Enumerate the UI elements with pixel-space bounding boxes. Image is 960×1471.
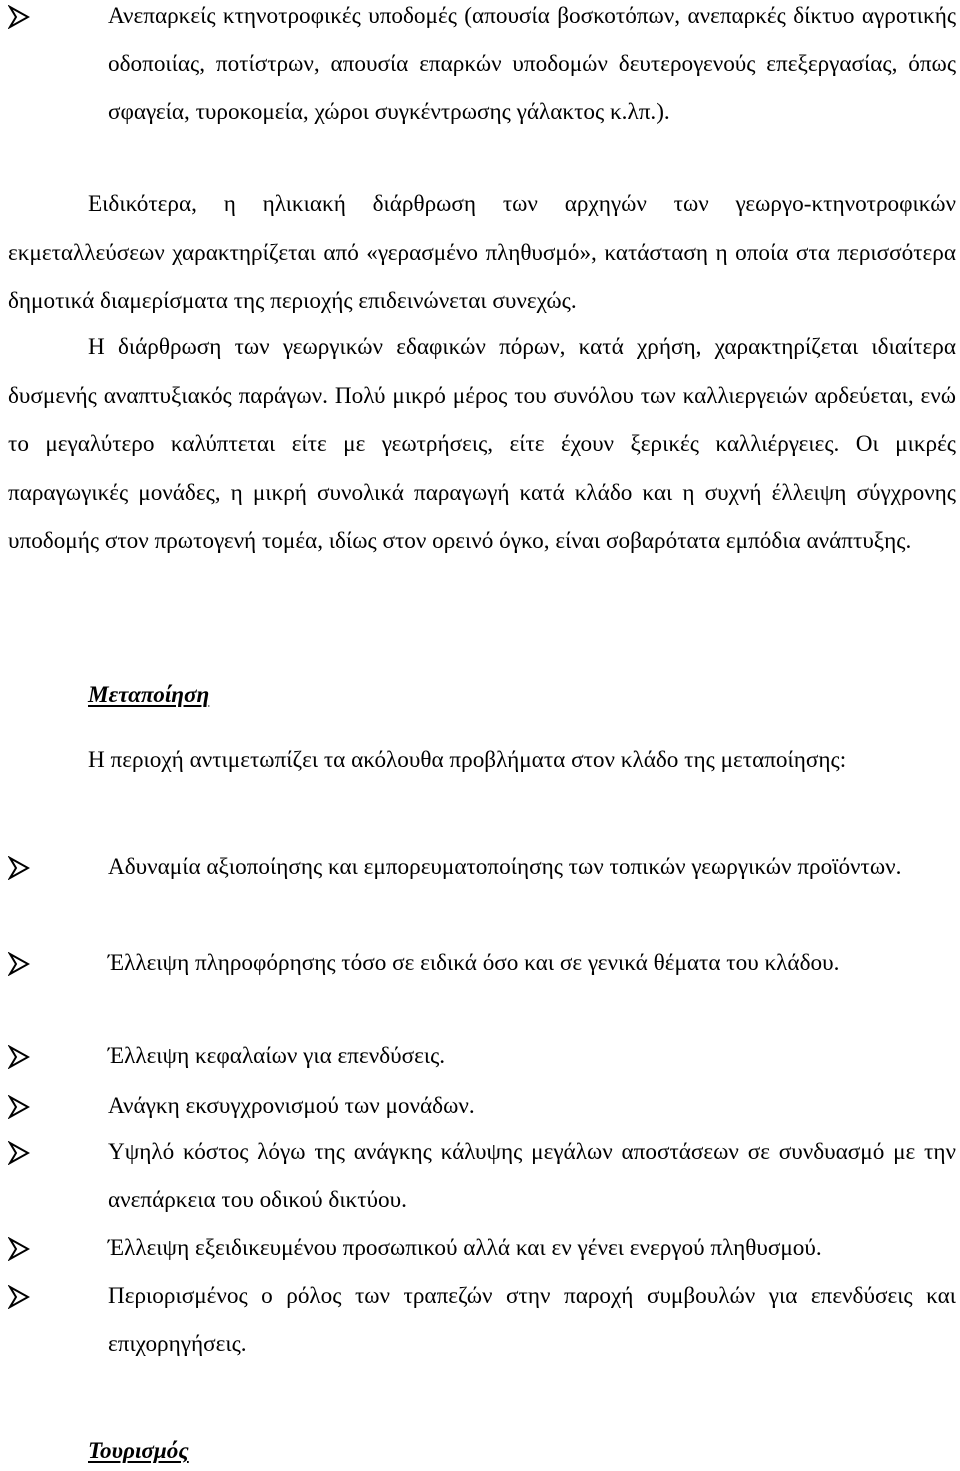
body-paragraph: Ειδικότερα, η ηλικιακή διάρθρωση των αρχηγών των γεωργο-κτηνοτροφικών εκμεταλλεύσεων χαρακτηρίζεται από «γερασμένο πληθυσμό», κατάσταση η οποία στα περισσότερα δημοτικά διαμερίσματα της περιοχής επιδεινώνεται συνεχώς. [8, 191, 956, 315]
list-item [8, 1128, 956, 1224]
section-heading: Μεταποίηση [88, 682, 210, 708]
list-item [8, 1272, 956, 1368]
arrowhead-bullet-icon [8, 1045, 30, 1069]
list-item-text: Περιορισμένος ο ρόλος των τραπεζών στην παροχή συμβουλών για επενδύσεις και επιχορηγήσεις. [108, 1283, 956, 1357]
body-paragraph: Η διάρθρωση των γεωργικών εδαφικών πόρων, κατά χρήση, χαρακτηρίζεται ιδιαίτερα δυσμενής αναπτυξιακός παράγων. Πολύ μικρό μέρος του συνόλου των καλλιεργειών αρδεύεται, ενώ το μεγαλύτερο καλύπτεται είτε με γεωτρήσεις, είτε έχουν ξερικές καλλιέργειες. Οι μικρές παραγωγικές μονάδες, η μικρή συνολικά παραγωγή κατά κλάδο και η συχνή έλλειψη σύγχρονης υποδομής στον πρωτογενή τομέα, ιδίως στον ορεινό όγκο, είναι σοβαρότατα εμπόδια ανάπτυξης. [8, 334, 956, 555]
arrowhead-bullet-icon [8, 1285, 30, 1309]
list-item-text: Ανεπαρκείς κτηνοτροφικές υποδομές (απουσία βοσκοτόπων, ανεπαρκές δίκτυο αγροτικής οδοποιίας, ποτίστρων, απουσία επαρκών υποδομών δευτερογενούς επεξεργασίας, όπως σφαγεία, τυροκομεία, χώροι συγκέντρωσης γάλακτος κ.λπ.). [108, 3, 956, 125]
list-item-text: Έλλειψη κεφαλαίων για επενδύσεις. [108, 1043, 446, 1069]
list-item-text: Αδυναμία αξιοποίησης και εμπορευματοποίησης των τοπικών γεωργικών προϊόντων. [108, 854, 902, 880]
list-item [8, 939, 956, 987]
arrowhead-bullet-icon [8, 1141, 30, 1165]
list-item [8, 843, 956, 891]
list-item-text: Ανάγκη εκσυγχρονισμού των μονάδων. [108, 1093, 475, 1119]
arrowhead-bullet-icon [8, 1237, 30, 1261]
section-intro: Η περιοχή αντιμετωπίζει τα ακόλουθα προβλήματα στον κλάδο της μεταποίησης: [88, 747, 847, 773]
arrowhead-bullet-icon [8, 1095, 30, 1119]
list-item [8, 1082, 956, 1130]
list-item-text: Υψηλό κόστος λόγω της ανάγκης κάλυψης μεγάλων αποστάσεων σε συνδυασμό με την ανεπάρκεια του οδικού δικτύου. [108, 1139, 956, 1213]
list-item [8, 1224, 956, 1272]
arrowhead-bullet-icon [8, 5, 30, 29]
section-heading: Τουρισμός [88, 1438, 189, 1464]
list-item [8, 0, 956, 136]
arrowhead-bullet-icon [8, 856, 30, 880]
arrowhead-bullet-icon [8, 952, 30, 976]
list-item-text: Έλλειψη εξειδικευμένου προσωπικού αλλά και εν γένει ενεργού πληθυσμού. [108, 1235, 822, 1261]
list-item-text: Έλλειψη πληροφόρησης τόσο σε ειδικά όσο και σε γενικά θέματα του κλάδου. [108, 950, 840, 976]
list-item [8, 1032, 956, 1080]
